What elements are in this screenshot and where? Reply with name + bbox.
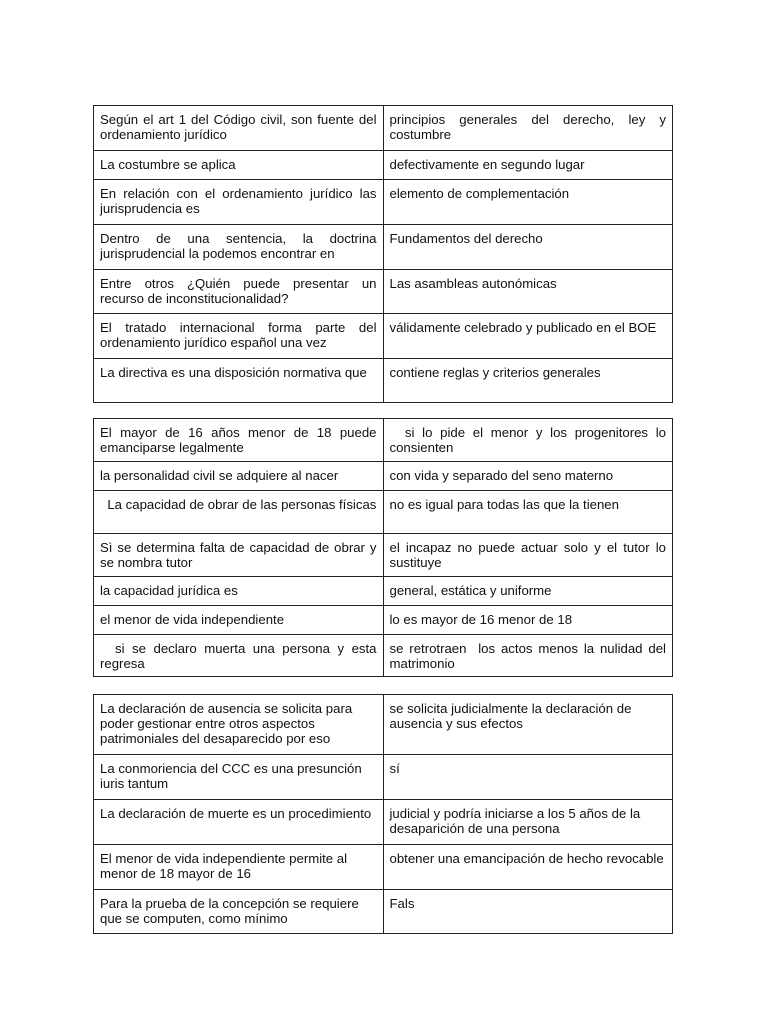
- table-row: [94, 314, 673, 359]
- question-cell: La conmoriencia del CCC es una presunción iuris tantum: [94, 755, 384, 800]
- question-cell: el menor de vida independiente: [94, 606, 384, 635]
- qa-table-3: [93, 694, 673, 934]
- qa-table-1: [93, 105, 673, 403]
- qa-table-2: [93, 418, 673, 677]
- table-row: [94, 419, 673, 462]
- question-cell: La capacidad de obrar de las personas físicas: [94, 491, 384, 534]
- question-cell: La directiva es una disposición normativa que: [94, 359, 384, 403]
- question-cell: La costumbre se aplica: [94, 151, 384, 180]
- table-row: [94, 151, 673, 180]
- table-row: [94, 106, 673, 151]
- table-row: [94, 606, 673, 635]
- table-row: [94, 462, 673, 491]
- answer-cell: no es igual para todas las que la tienen: [383, 491, 673, 534]
- answer-cell: Las asambleas autonómicas: [383, 270, 673, 314]
- answer-cell: el incapaz no puede actuar solo y el tutor lo sustituye: [383, 534, 673, 577]
- answer-cell: lo es mayor de 16 menor de 18: [383, 606, 673, 635]
- table-row: [94, 845, 673, 890]
- answer-cell: se solicita judicialmente la declaración de ausencia y sus efectos: [383, 695, 673, 755]
- answer-cell: judicial y podría iniciarse a los 5 años de la desaparición de una persona: [383, 800, 673, 845]
- answer-cell: si lo pide el menor y los progenitores lo consienten: [383, 419, 673, 462]
- table-row: [94, 359, 673, 403]
- answer-cell: contiene reglas y criterios generales: [383, 359, 673, 403]
- question-cell: la capacidad jurídica es: [94, 577, 384, 606]
- table-row: [94, 180, 673, 225]
- question-cell: La declaración de muerte es un procedimiento: [94, 800, 384, 845]
- question-cell: Según el art 1 del Código civil, son fuente del ordenamiento jurídico: [94, 106, 384, 151]
- answer-cell: con vida y separado del seno materno: [383, 462, 673, 491]
- table-row: [94, 695, 673, 755]
- answer-cell: elemento de complementación: [383, 180, 673, 225]
- answer-cell: se retrotraen los actos menos la nulidad del matrimonio: [383, 635, 673, 677]
- answer-cell: general, estática y uniforme: [383, 577, 673, 606]
- question-cell: El tratado internacional forma parte del ordenamiento jurídico español una vez: [94, 314, 384, 359]
- question-cell: Para la prueba de la concepción se requiere que se computen, como mínimo: [94, 890, 384, 934]
- question-cell: En relación con el ordenamiento jurídico las jurisprudencia es: [94, 180, 384, 225]
- answer-cell: principios generales del derecho, ley y costumbre: [383, 106, 673, 151]
- answer-cell: Fals: [383, 890, 673, 934]
- answer-cell: obtener una emancipación de hecho revocable: [383, 845, 673, 890]
- table-row: [94, 635, 673, 677]
- question-cell: Entre otros ¿Quién puede presentar un recurso de inconstitucionalidad?: [94, 270, 384, 314]
- table-row: [94, 225, 673, 270]
- table-row: [94, 577, 673, 606]
- question-cell: El mayor de 16 años menor de 18 puede emanciparse legalmente: [94, 419, 384, 462]
- table-row: [94, 491, 673, 534]
- table-row: [94, 534, 673, 577]
- table-row: [94, 270, 673, 314]
- table-row: [94, 800, 673, 845]
- table-row: [94, 890, 673, 934]
- answer-cell: Fundamentos del derecho: [383, 225, 673, 270]
- question-cell: si se declaro muerta una persona y esta regresa: [94, 635, 384, 677]
- answer-cell: defectivamente en segundo lugar: [383, 151, 673, 180]
- answer-cell: válidamente celebrado y publicado en el BOE: [383, 314, 673, 359]
- question-cell: Sì se determina falta de capacidad de obrar y se nombra tutor: [94, 534, 384, 577]
- question-cell: La declaración de ausencia se solicita para poder gestionar entre otros aspectos patrimoniales del desaparecido por eso: [94, 695, 384, 755]
- answer-cell: sí: [383, 755, 673, 800]
- question-cell: El menor de vida independiente permite al menor de 18 mayor de 16: [94, 845, 384, 890]
- question-cell: Dentro de una sentencia, la doctrina jurisprudencial la podemos encontrar en: [94, 225, 384, 270]
- table-row: [94, 755, 673, 800]
- question-cell: la personalidad civil se adquiere al nacer: [94, 462, 384, 491]
